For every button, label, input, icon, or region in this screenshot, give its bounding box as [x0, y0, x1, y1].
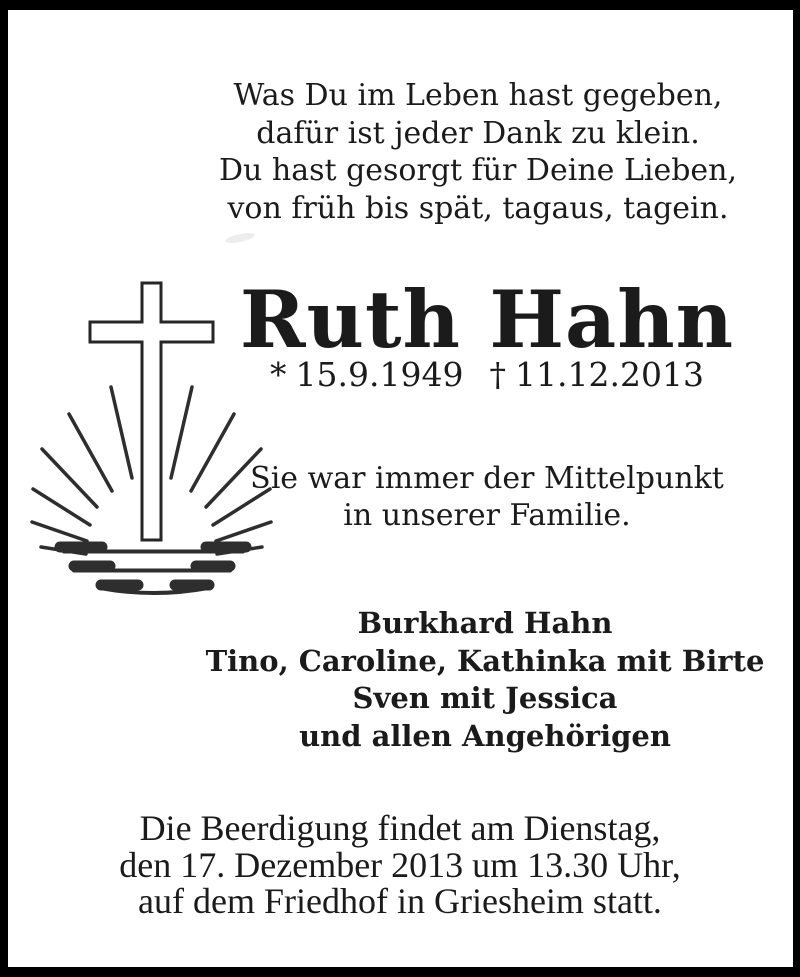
death-entry	[490, 355, 704, 394]
poem-line: von früh bis spät, tagaus, tagein.	[227, 190, 729, 226]
mourner-line: Burkhard Hahn	[357, 606, 613, 640]
frame-border-top	[0, 0, 800, 10]
frame-border-bottom	[0, 967, 800, 977]
funeral-announcement	[50, 810, 750, 920]
funeral-line: auf dem Friedhof in Griesheim statt.	[138, 881, 662, 921]
funeral-line: den 17. Dezember 2013 um 13.30 Uhr,	[119, 844, 681, 885]
frame-border-right	[793, 0, 800, 977]
mourner-line: Sven mit Jessica	[352, 681, 618, 715]
frame-border-left	[0, 0, 8, 977]
poem-line: dafür ist jeder Dank zu klein.	[256, 115, 700, 151]
poem-line: Du hast gesorgt für Deine Lieben,	[218, 153, 738, 188]
tribute-line: in unserer Familie.	[343, 498, 631, 533]
tribute-block	[187, 460, 787, 534]
poem-line: Was Du im Leben hast gegeben,	[233, 78, 723, 113]
birth-star-symbol: *	[270, 355, 287, 394]
mourner-line: und allen Angehörigen	[299, 718, 671, 753]
tribute-line: Sie war immer der Mittelpunkt	[250, 461, 724, 496]
poem-block	[178, 77, 778, 227]
life-dates	[187, 357, 787, 393]
deceased-name: Ruth Hahn	[239, 273, 735, 366]
birth-date: 15.9.1949	[295, 355, 464, 394]
birth-entry	[270, 355, 463, 394]
death-date: 11.12.2013	[515, 355, 704, 394]
mourners-block	[185, 605, 785, 755]
death-cross-symbol: †	[489, 355, 506, 394]
funeral-line: Die Beerdigung findet am Dienstag,	[139, 808, 661, 848]
mourner-line: Tino, Caroline, Kathinka mit Birte	[205, 643, 765, 678]
scan-smudge	[224, 231, 255, 245]
